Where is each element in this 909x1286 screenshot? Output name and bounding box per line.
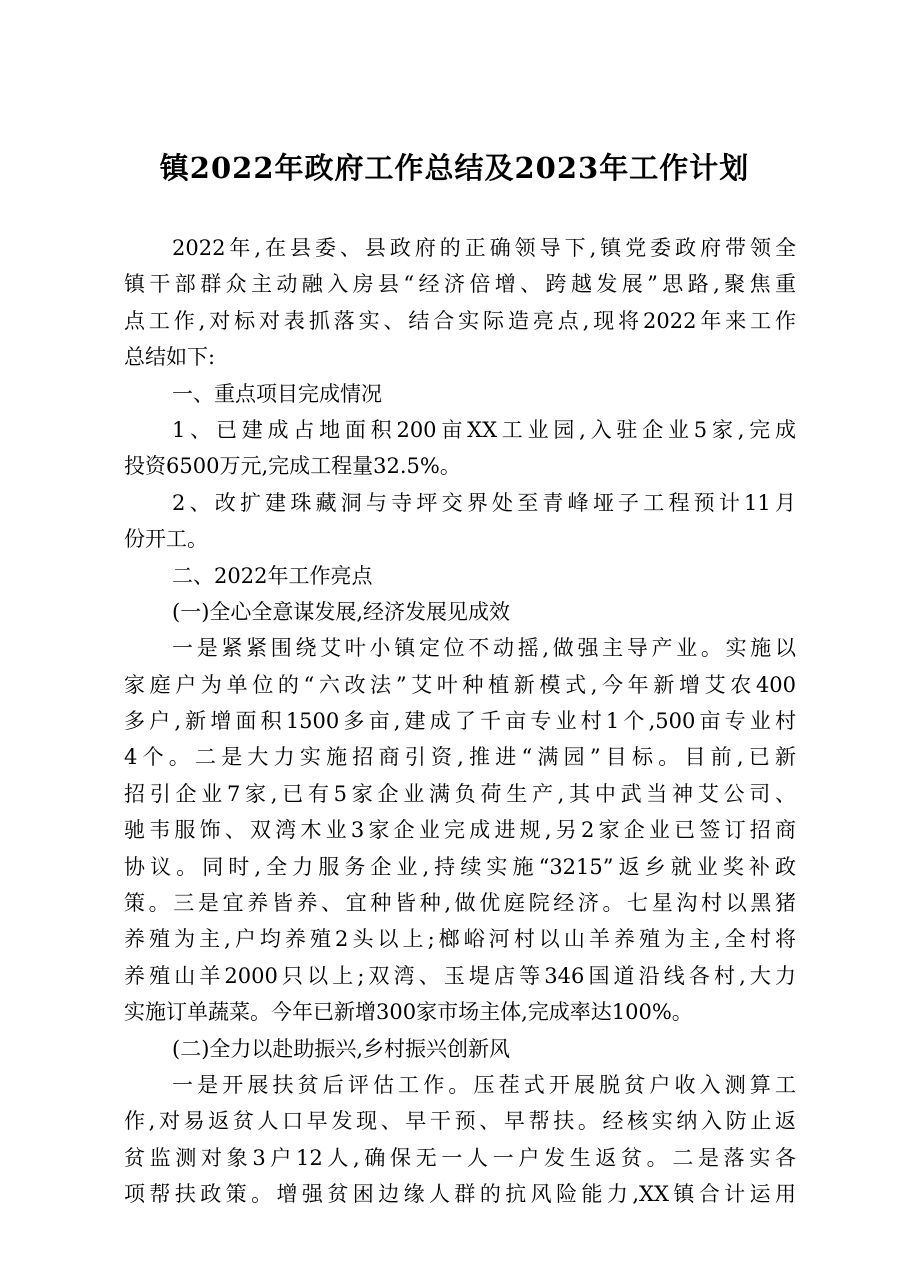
text-line: 2022年,在县委、县政府的正确领导下,镇党委政府带领全 (172, 236, 796, 260)
text-line: 投资6500万元,完成工程量32.5%。 (124, 454, 461, 479)
text-line: 总结如下: (124, 345, 216, 370)
text-line: 项帮扶政策。增强贫困边缘人群的抗风险能力,XX镇合计运用 (124, 1182, 796, 1207)
text-line: 一、重点项目完成情况 (172, 381, 382, 406)
text-line: 多户,新增面积1500多亩,建成了千亩专业村1个,500亩专业村 (124, 709, 796, 734)
text-line: 4个。二是大力实施招商引资,推进“满园”目标。目前,已新 (124, 745, 796, 770)
text-line: 实施订单蔬菜。今年已新增300家市场主体,完成率达100%。 (124, 1000, 693, 1025)
text-line: 养殖山羊2000只以上;双湾、玉堤店等346国道沿线各村,大力 (124, 963, 796, 988)
text-line: 点工作,对标对表抓落实、结合实际造亮点,现将2022年来工作 (124, 308, 796, 333)
text-line: 镇干部群众主动融入房县“经济倍增、跨越发展”思路,聚焦重 (124, 272, 796, 297)
text-line: 2、改扩建珠藏洞与寺坪交界处至青峰垭子工程预计11月 (172, 490, 796, 515)
text-line: 贫监测对象3户12人,确保无一人一户发生返贫。二是落实各 (124, 1145, 796, 1170)
text-line: (一)全心全意谋发展,经济发展见成效 (172, 599, 511, 624)
text-line: 协议。同时,全力服务企业,持续实施“3215”返乡就业奖补政 (124, 854, 796, 879)
text-line: 份开工。 (124, 527, 208, 552)
text-line: 作,对易返贫人口早发现、早干预、早帮扶。经核实纳入防止返 (124, 1109, 796, 1134)
text-line: 驰韦服饰、双湾木业3家企业完成进规,另2家企业已签订招商 (124, 818, 796, 843)
text-line: 家庭户为单位的“六改法”艾叶种植新模式,今年新增艾农400 (124, 672, 796, 697)
text-line: (二)全力以赴助振兴,乡村振兴创新风 (172, 1036, 511, 1061)
text-line: 一是紧紧围绕艾叶小镇定位不动摇,做强主导产业。实施以 (172, 636, 796, 661)
text-line: 策。三是宜养皆养、宜种皆种,做优庭院经济。七星沟村以黑猪 (124, 891, 796, 916)
text-line: 养殖为主,户均养殖2头以上;榔峪河村以山羊养殖为主,全村将 (124, 927, 796, 952)
document-title: 镇2022年政府工作总结及2023年工作计划 (159, 151, 750, 185)
text-line: 招引企业7家,已有5家企业满负荷生产,其中武当神艾公司、 (124, 781, 796, 806)
text-line: 1、已建成占地面积200亩XX工业园,入驻企业5家,完成 (172, 417, 796, 442)
text-line: 二、2022年工作亮点 (172, 563, 373, 588)
text-line: 一是开展扶贫后评估工作。压茬式开展脱贫户收入测算工 (172, 1072, 796, 1097)
document-body (124, 230, 796, 1213)
